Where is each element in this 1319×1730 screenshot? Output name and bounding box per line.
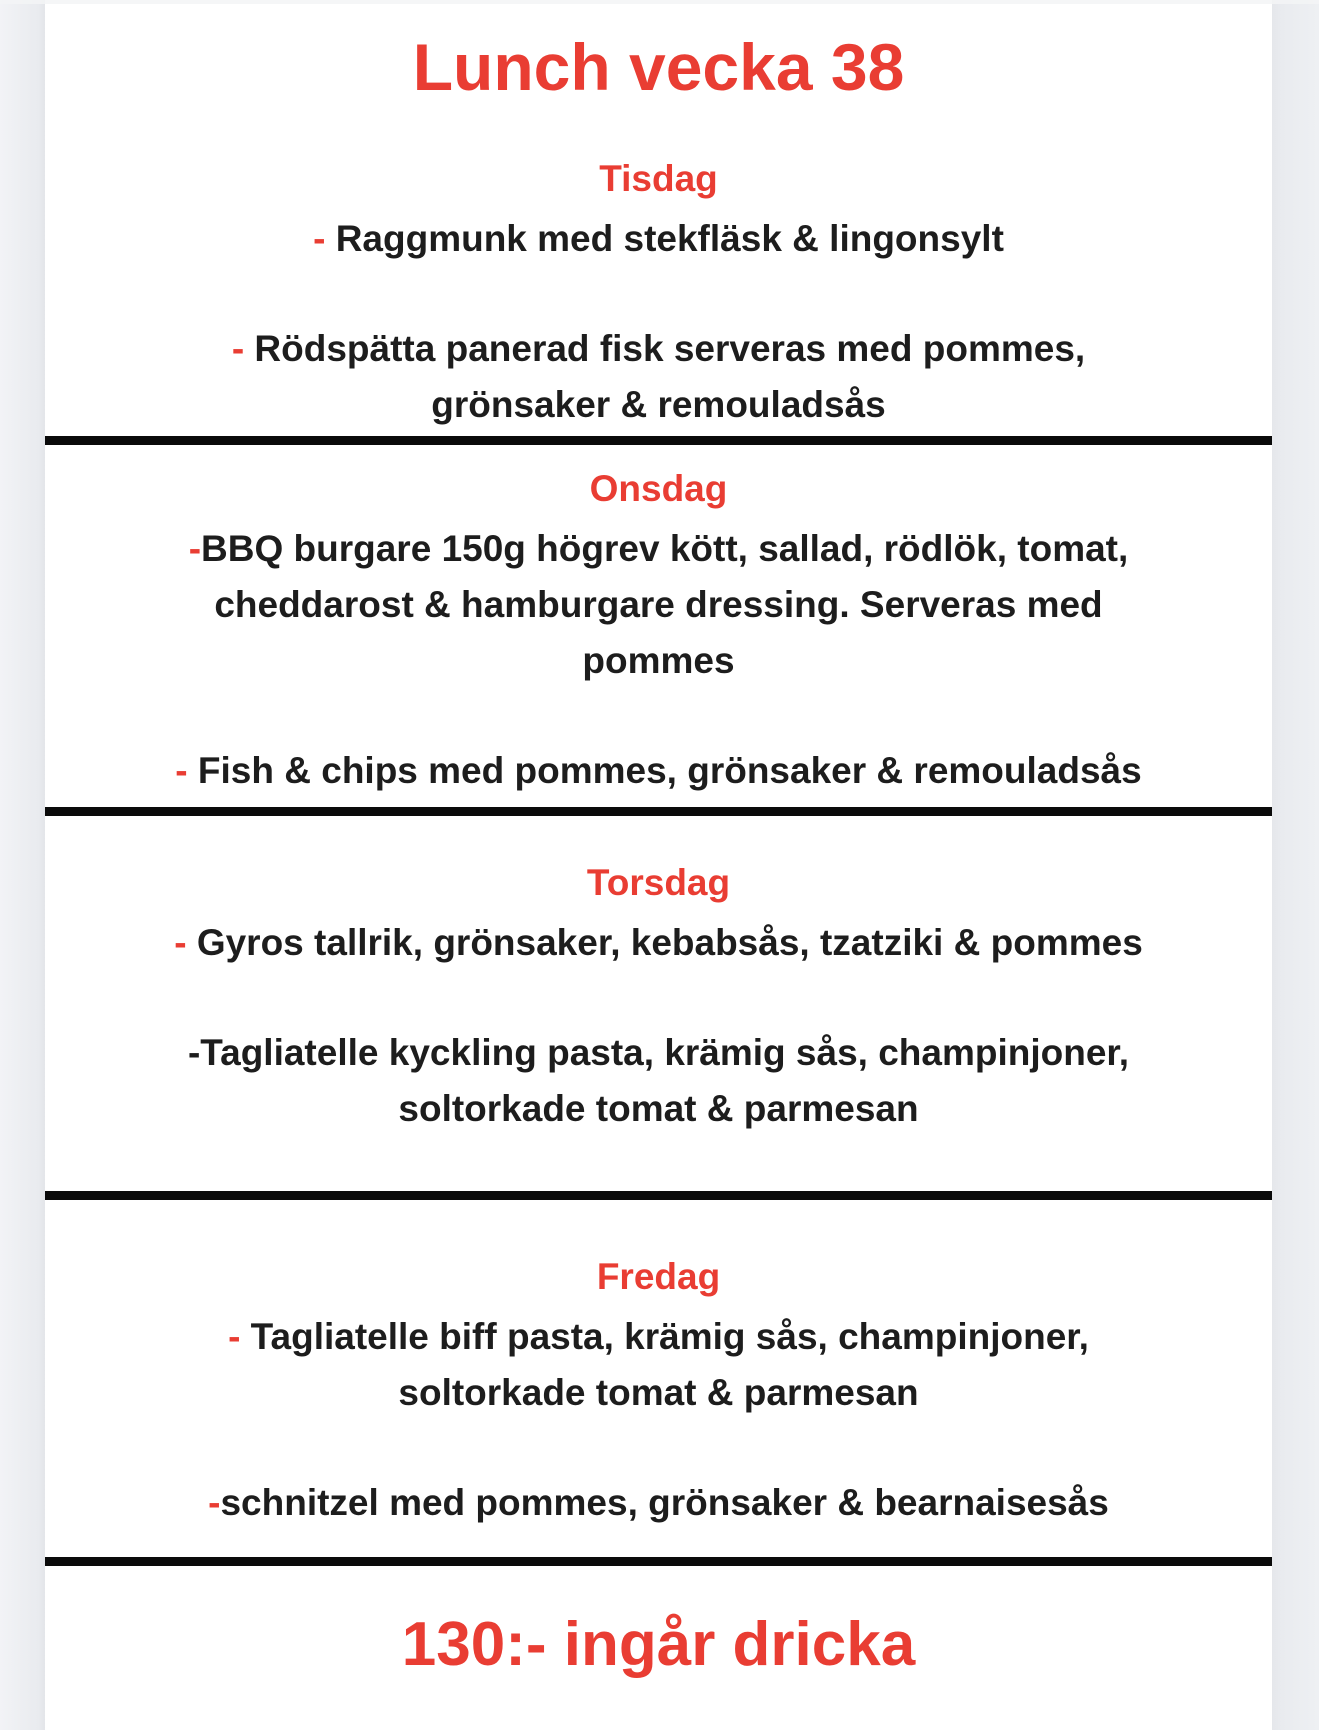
- item-dash: -: [313, 218, 336, 259]
- item-dash: -: [187, 1032, 201, 1073]
- item-text: BBQ burgare 150g högrev kött, sallad, rödlök, tomat, cheddarost & hamburgare dressing. Serveras med pommes: [201, 528, 1129, 681]
- day-header-fredag: Fredag: [596, 1256, 721, 1297]
- page-title: Lunch vecka 38: [412, 30, 905, 104]
- item-text: Tagliatelle biff pasta, krämig sås, champinjoner, soltorkade tomat & parmesan: [250, 1316, 1089, 1413]
- day-header-tisdag: Tisdag: [599, 158, 718, 199]
- item-dash: -: [208, 1482, 221, 1523]
- top-edge-line: [0, 0, 1319, 4]
- item-dash: -: [174, 922, 197, 963]
- menu-item: [45, 1475, 1272, 1531]
- menu-section-torsdag: [45, 816, 1272, 1200]
- item-dash: -: [175, 750, 198, 791]
- menu-item: [139, 521, 1179, 689]
- item-text: Tagliatelle kyckling pasta, krämig sås, champinjoner, soltorkade tomat & parmesan: [200, 1032, 1130, 1129]
- day-header-torsdag: Torsdag: [586, 862, 731, 903]
- menu-item: [144, 1025, 1174, 1137]
- menu-section-tisdag: [45, 107, 1272, 445]
- menu-item: [179, 321, 1139, 433]
- menu-section-fredag: [45, 1200, 1272, 1566]
- item-text: Fish & chips med pommes, grönsaker & remouladsås: [197, 750, 1142, 791]
- right-gutter: [1272, 0, 1319, 1730]
- menu-item: [45, 211, 1272, 267]
- item-text: Gyros tallrik, grönsaker, kebabsås, tzatziki & pommes: [196, 922, 1143, 963]
- item-text: schnitzel med pommes, grönsaker & bearnaisesås: [220, 1482, 1109, 1523]
- item-text: Raggmunk med stekfläsk & lingonsylt: [335, 218, 1004, 259]
- left-gutter: [0, 0, 45, 1730]
- item-dash: -: [228, 1316, 251, 1357]
- menu-page: [45, 0, 1272, 1730]
- menu-item: [164, 1309, 1154, 1421]
- menu-item: [45, 915, 1272, 971]
- price-text: 130:- ingår dricka: [401, 1610, 916, 1679]
- menu-section-onsdag: [45, 445, 1272, 816]
- day-header-onsdag: Onsdag: [589, 468, 728, 509]
- menu-item: [45, 743, 1272, 799]
- item-text: Rödspätta panerad fisk serveras med pommes, grönsaker & remouladsås: [254, 328, 1086, 425]
- item-dash: -: [188, 528, 202, 569]
- item-dash: -: [231, 328, 255, 369]
- price-footer: [45, 1566, 1272, 1682]
